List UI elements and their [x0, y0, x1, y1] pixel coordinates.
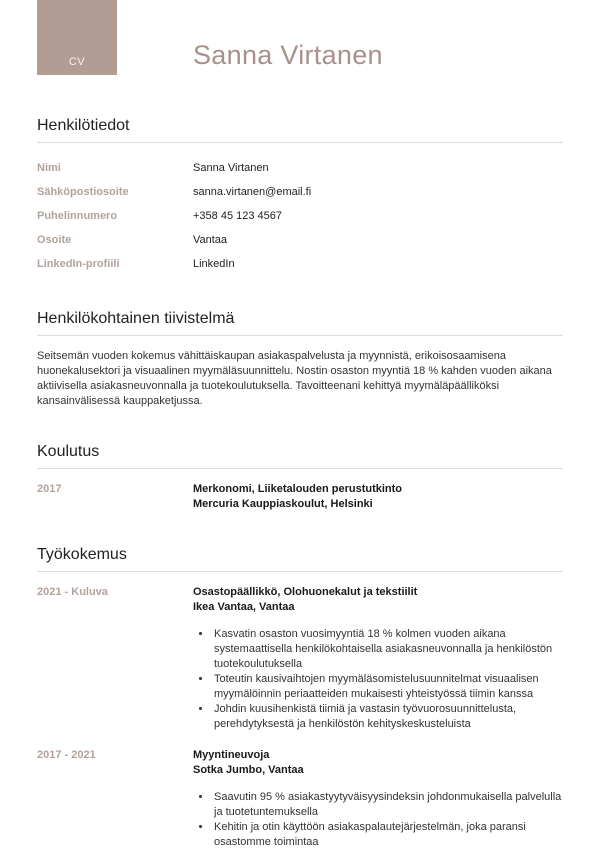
- entry-title: Osastopäällikkö, Olohuonekalut ja tekstiilit: [193, 586, 418, 598]
- cv-badge: CV: [37, 0, 117, 75]
- header: [37, 0, 563, 75]
- section-experience: [37, 546, 563, 848]
- info-value: Sanna Virtanen: [193, 162, 269, 174]
- page-title: Sanna Virtanen: [193, 40, 383, 70]
- section-divider: [37, 571, 563, 572]
- info-label: Puhelinnumero: [37, 210, 118, 222]
- bullet-item: • Johdin kuusihenkistä tiimiä ja vastasin työvuorosuunnittelusta, perehdytyksestä ja henkilöstön kehityskeskusteluista: [212, 702, 563, 732]
- summary-text: Seitsemän vuoden kokemus vähittäiskaupan asiakaspalvelusta ja myynnistä, erikoisosaamisena huonekalusektori ja visuaalinen myymäläsuunnittelu. Nostin osaston myyntiä 18 % kahden vuoden aikana aktiivisella asiakasneuvonnalla ja tuotekoulutuksella. Tavoitteenani kehittyä myymäläpäälliköksi kansainvälisessä kauppaketjussa.: [37, 350, 552, 407]
- bullet-item: • Kehitin ja otin käyttöön asiakaspalautejärjestelmän, joka paransi osastomme toimintaa: [212, 820, 563, 848]
- bullet-item: • Saavutin 95 % asiakastyytyväisyysindeksin johdonmukaisella palvelulla ja tuotetuntemuksella: [212, 790, 563, 820]
- info-value-linkedin: LinkedIn: [193, 258, 235, 270]
- section-education: [37, 443, 563, 512]
- info-row-address: [37, 228, 563, 252]
- entry-body: [193, 585, 563, 732]
- entry-subtitle: Sotka Jumbo, Vantaa: [193, 764, 304, 776]
- entry-title: Myyntineuvoja: [193, 749, 270, 761]
- bullet-item: • Kasvatin osaston vuosimyyntiä 18 % kolmen vuoden aikana systemaattisella henkilökohtaisella asiakasneuvonnalla ja henkilöstön tuotekoulutuksella: [212, 627, 563, 672]
- info-row-email: [37, 180, 563, 204]
- section-heading-education: Koulutus: [37, 443, 100, 460]
- entry-subtitle: Ikea Vantaa, Vantaa: [193, 601, 295, 613]
- entry-subtitle: Mercuria Kauppiaskoulut, Helsinki: [193, 498, 373, 510]
- info-label: Nimi: [37, 162, 61, 174]
- entry-title: Merkonomi, Liiketalouden perustutkinto: [193, 483, 403, 495]
- entry-period: 2017 - 2021: [37, 749, 96, 761]
- info-row-phone: [37, 204, 563, 228]
- entry-body: [193, 748, 563, 848]
- entry-body: [193, 482, 563, 512]
- entry-bullets: [193, 790, 563, 848]
- info-row-linkedin: [37, 252, 563, 276]
- section-heading-experience: Työkokemus: [37, 546, 127, 563]
- section-personal-info: [37, 117, 563, 276]
- experience-entry-2: [37, 748, 563, 848]
- education-entry: [37, 482, 563, 512]
- entry-period: 2021 - Kuluva: [37, 586, 108, 598]
- experience-entry-1: [37, 585, 563, 732]
- entry-bullets: [193, 627, 563, 732]
- info-value: sanna.virtanen@email.fi: [193, 186, 312, 198]
- info-value: Vantaa: [193, 234, 228, 246]
- personal-info-rows: [37, 156, 563, 276]
- info-label: LinkedIn-profiili: [37, 258, 120, 270]
- section-divider: [37, 335, 563, 336]
- section-divider: [37, 142, 563, 143]
- info-value: +358 45 123 4567: [193, 210, 283, 222]
- info-label: Sähköpostiosoite: [37, 186, 129, 198]
- section-summary: [37, 310, 563, 409]
- bullet-item: • Toteutin kausivaihtojen myymäläsomistelusuunnitelmat visuaalisen myymälöinnin periaatteiden mukaisesti yhteistyössä tiimin kanssa: [212, 672, 563, 702]
- info-label: Osoite: [37, 234, 72, 246]
- info-row-name: [37, 156, 563, 180]
- section-heading-personal-info: Henkilötiedot: [37, 117, 130, 134]
- section-heading-summary: Henkilökohtainen tiivistelmä: [37, 310, 235, 327]
- section-divider: [37, 468, 563, 469]
- entry-period: 2017: [37, 483, 62, 495]
